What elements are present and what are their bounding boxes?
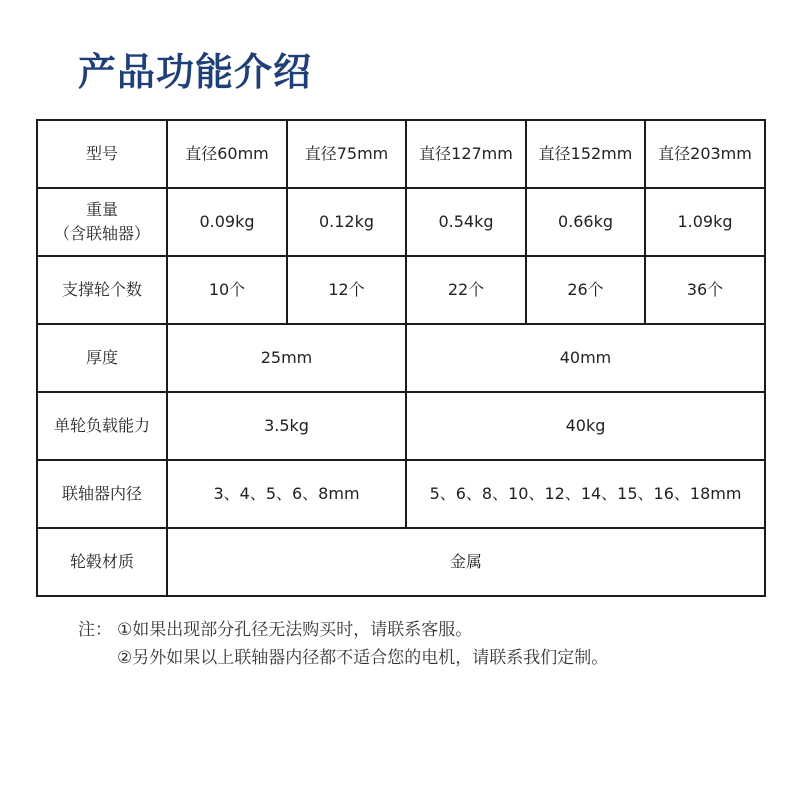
table-row-thickness <box>37 324 765 392</box>
weight-label-line2: （含联轴器） <box>53 224 150 243</box>
table-row-support-wheels <box>37 256 765 324</box>
support-wheels-cell: 12个 <box>287 256 406 324</box>
table-row-load-capacity <box>37 392 765 460</box>
row-label-support-wheels: 支撑轮个数 <box>37 256 167 324</box>
row-label-hub-material: 轮毂材质 <box>37 528 167 596</box>
coupling-bore-small-cell: 3、4、5、6、8mm <box>167 460 406 528</box>
hub-material-cell: 金属 <box>167 528 765 596</box>
row-label-thickness: 厚度 <box>37 324 167 392</box>
weight-cell: 0.54kg <box>406 188 526 256</box>
table-row-weight <box>37 188 765 256</box>
spec-table <box>36 119 766 597</box>
support-wheels-cell: 10个 <box>167 256 287 324</box>
weight-cell: 1.09kg <box>645 188 765 256</box>
row-label-load-capacity: 单轮负载能力 <box>37 392 167 460</box>
table-row-model <box>37 120 765 188</box>
row-label-model: 型号 <box>37 120 167 188</box>
weight-label-line1: 重量 <box>85 200 118 219</box>
weight-cell: 0.12kg <box>287 188 406 256</box>
support-wheels-cell: 26个 <box>526 256 645 324</box>
model-cell: 直径203mm <box>645 120 765 188</box>
note-label: 注： <box>78 620 112 640</box>
notes <box>78 616 608 672</box>
row-label-weight <box>37 188 167 256</box>
note-text-1: ①如果出现部分孔径无法购买时，请联系客服。 <box>117 620 473 640</box>
table-row-coupling-bore <box>37 460 765 528</box>
row-label-coupling-bore: 联轴器内径 <box>37 460 167 528</box>
support-wheels-cell: 22个 <box>406 256 526 324</box>
note-text-2: ②另外如果以上联轴器内径都不适合您的电机，请联系我们定制。 <box>117 648 609 668</box>
model-cell: 直径152mm <box>526 120 645 188</box>
note-line-1 <box>78 616 608 644</box>
support-wheels-cell: 36个 <box>645 256 765 324</box>
page-title: 产品功能介绍 <box>78 50 313 94</box>
coupling-bore-large-cell: 5、6、8、10、12、14、15、16、18mm <box>406 460 765 528</box>
model-cell: 直径127mm <box>406 120 526 188</box>
note-line-2 <box>78 644 608 672</box>
load-capacity-small-cell: 3.5kg <box>167 392 406 460</box>
thickness-small-cell: 25mm <box>167 324 406 392</box>
load-capacity-large-cell: 40kg <box>406 392 765 460</box>
model-cell: 直径60mm <box>167 120 287 188</box>
weight-cell: 0.09kg <box>167 188 287 256</box>
thickness-large-cell: 40mm <box>406 324 765 392</box>
model-cell: 直径75mm <box>287 120 406 188</box>
weight-cell: 0.66kg <box>526 188 645 256</box>
table-row-hub-material <box>37 528 765 596</box>
